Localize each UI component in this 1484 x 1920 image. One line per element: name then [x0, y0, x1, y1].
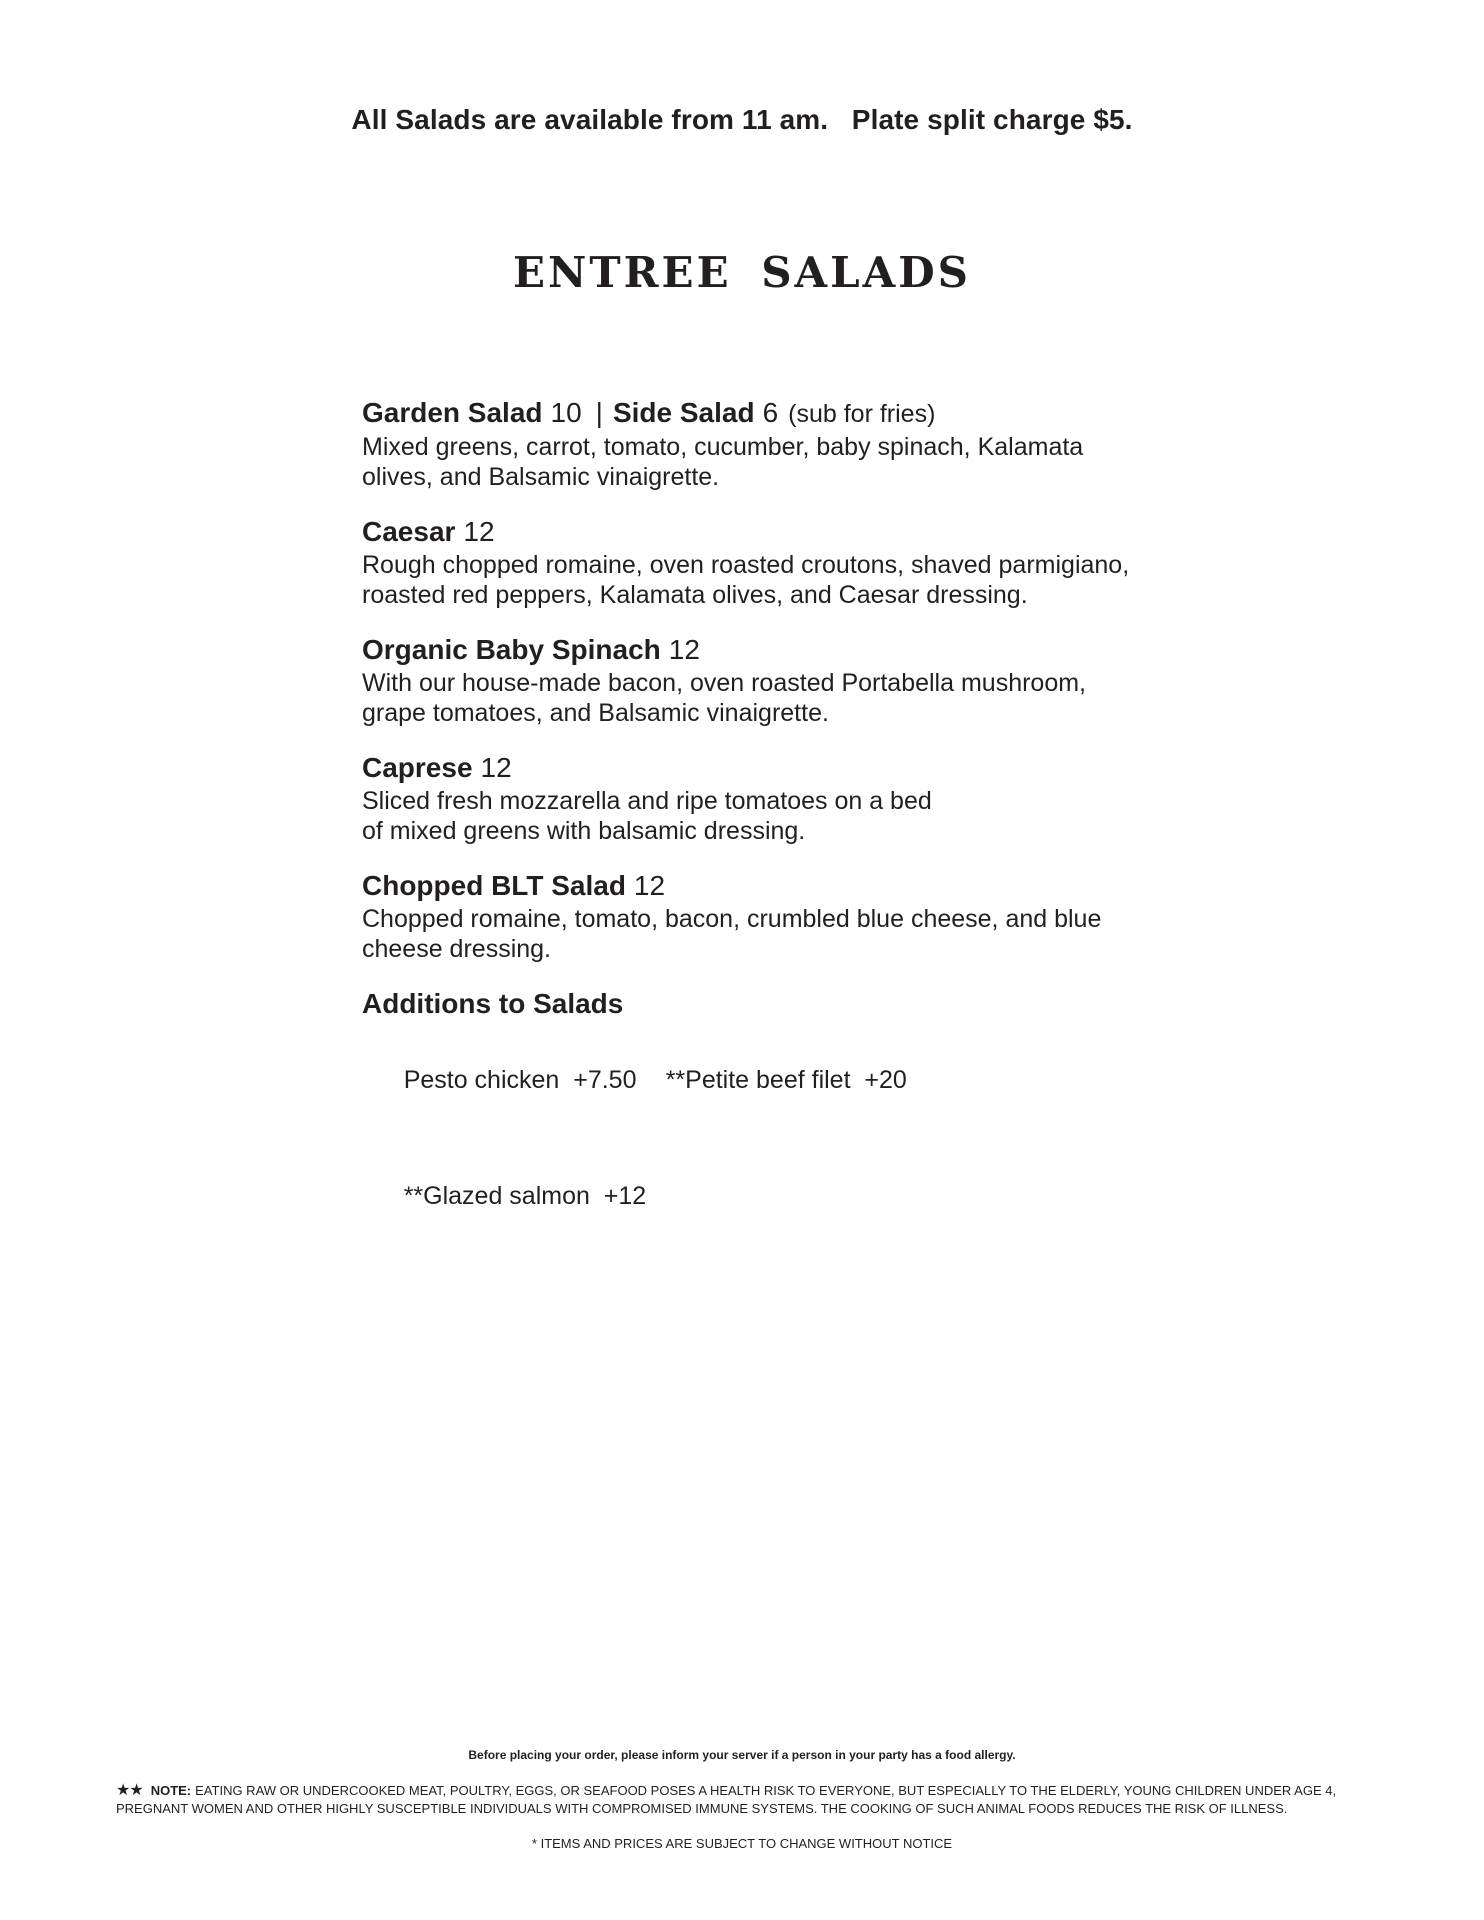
menu-item-garden-salad [362, 396, 1142, 492]
menu-item-caprese [362, 751, 1142, 846]
additions-section [362, 987, 1142, 1253]
note-label: NOTE: [150, 1783, 192, 1798]
item-name: Caprese [362, 752, 473, 783]
menu-item-caesar [362, 515, 1142, 610]
addition-pesto-chicken: Pesto chicken +7.50 [403, 1066, 637, 1094]
item-name: Chopped BLT Salad [362, 870, 626, 901]
item-price: 10 [550, 397, 582, 428]
side-salad-note: (sub for fries) [788, 400, 936, 428]
item-name: Garden Salad [362, 397, 543, 428]
item-price: 12 [633, 870, 666, 901]
item-description-line: of mixed greens with balsamic dressing. [362, 817, 806, 845]
item-price: 12 [480, 752, 512, 783]
menu-item-organic-baby-spinach [362, 633, 1142, 728]
note-text: EATING RAW OR UNDERCOOKED MEAT, POULTRY, EGGS, OR SEAFOOD POSES A HEALTH RISK TO EVERYONE, BUT ESPECIALLY TO THE ELDERLY, YOUNG CHILDREN UNDER AGE 4, PREGNANT WOMEN AND OTHER HIGHLY SUSCEPTIBLE INDIVIDUALS WITH COMPROMISED IMMUNE SYSTEMS. THE COOKING OF SUCH ANIMAL FOODS REDUCES THE RISK OF ILLNESS. [116, 1783, 1337, 1816]
additions-title: Additions to Salads [362, 988, 624, 1019]
addition-petite-beef-filet: **Petite beef filet +20 [665, 1066, 907, 1094]
price-divider: | [595, 397, 603, 428]
price-change-notice: * ITEMS AND PRICES ARE SUBJECT TO CHANGE WITHOUT NOTICE [531, 1836, 953, 1851]
side-salad-name: Side Salad [612, 397, 755, 428]
item-price: 12 [668, 634, 700, 665]
item-name: Organic Baby Spinach [362, 634, 661, 665]
item-description: Rough chopped romaine, oven roasted croutons, shaved parmigiano, roasted red peppers, Kalamata olives, and Caesar dressing. [362, 551, 1130, 609]
page-title: ENTREE SALADS [513, 248, 971, 297]
availability-notice: All Salads are available from 11 am. Plate split charge $5. [351, 104, 1133, 135]
menu-item-header [362, 633, 1142, 667]
item-description: Mixed greens, carrot, tomato, cucumber, baby spinach, Kalamata olives, and Balsamic vinaigrette. [362, 433, 1084, 491]
item-price: 12 [463, 516, 495, 547]
menu-item-header [362, 515, 1142, 549]
menu-item-header [362, 396, 1142, 431]
double-star-icon: ★★ [116, 1782, 143, 1799]
side-salad-price: 6 [762, 397, 779, 428]
menu-item-header [362, 751, 1142, 785]
item-name: Caesar [362, 516, 456, 547]
item-description: Chopped romaine, tomato, bacon, crumbled blue cheese, and blue cheese dressing. [362, 905, 1102, 963]
menu-item-chopped-blt-salad [362, 869, 1142, 964]
item-description [362, 786, 1142, 846]
additions-row [362, 1023, 1142, 1137]
additions-row [362, 1139, 1142, 1253]
health-warning [116, 1782, 1346, 1818]
salad-menu [362, 396, 1142, 1253]
menu-item-header [362, 869, 1142, 903]
addition-glazed-salmon: **Glazed salmon +12 [403, 1182, 647, 1210]
item-description: With our house-made bacon, oven roasted Portabella mushroom, grape tomatoes, and Balsamic vinaigrette. [362, 669, 1086, 727]
item-description-line: Sliced fresh mozzarella and ripe tomatoes on a bed [362, 787, 932, 815]
allergy-notice: Before placing your order, please inform your server if a person in your party has a food allergy. [468, 1748, 1016, 1762]
